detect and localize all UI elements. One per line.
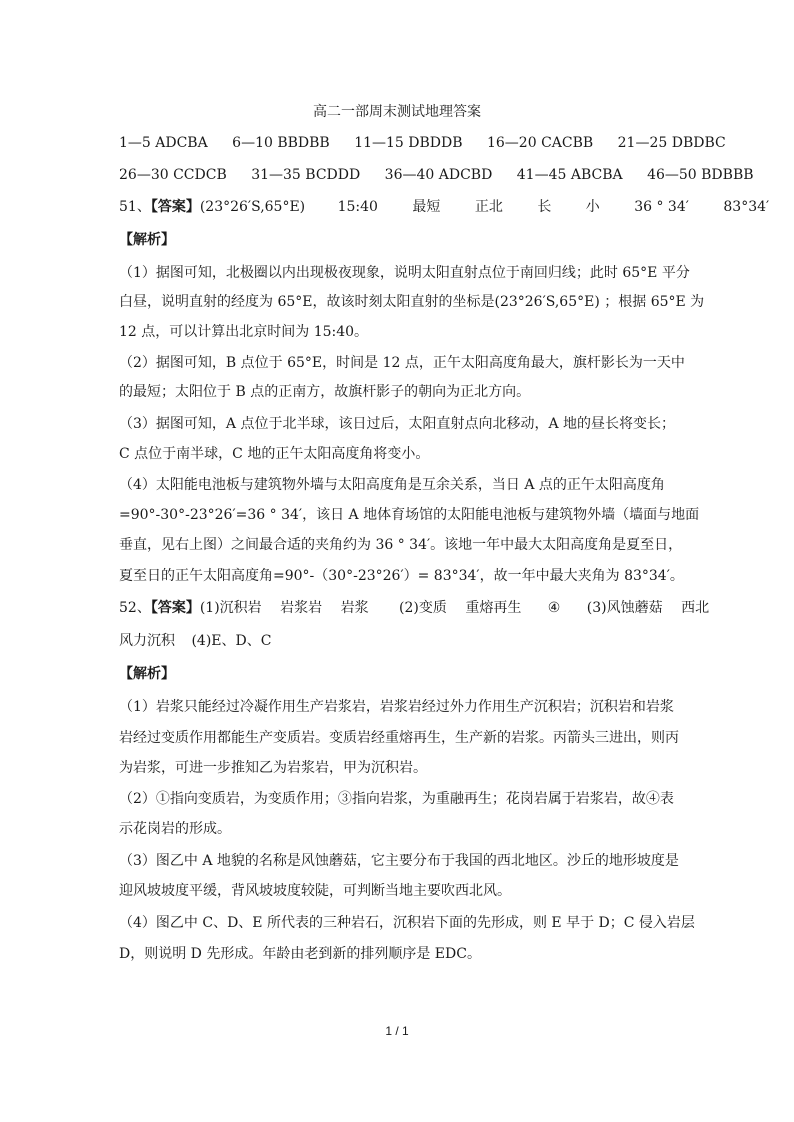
answer-group: 11—15 DBDDB — [354, 135, 463, 151]
q51-answer-4: 正北 — [474, 199, 503, 215]
analysis-line: 为岩浆，可进一步推知乙为岩浆岩，甲为沉积岩。 — [119, 760, 427, 776]
analysis-line: 垂直，见右上图）之间最合适的夹角约为 36 ° 34′。该地一年中最大太阳高度角是夏至日， — [119, 537, 683, 553]
analysis-label: 【解析】 — [119, 666, 175, 682]
answer-group: 21—25 DBDBC — [617, 135, 726, 151]
analysis-line: （2）①指向变质岩，为变质作用；③指向岩浆，为重融再生；花岗岩属于岩浆岩，故④表 — [119, 791, 674, 807]
q51-answer-6: 小 — [585, 199, 600, 215]
analysis-line: 示花岗岩的形成。 — [119, 821, 231, 837]
answer-label: 【答案】 — [150, 199, 200, 215]
analysis-line: （3）图乙中 A 地貌的名称是风蚀蘑菇，它主要分布于我国的西北地区。沙丘的地形坡度是 — [119, 853, 679, 869]
q52-answer-6: ④ — [547, 600, 561, 616]
q52-answer-2: 岩浆岩 — [280, 600, 323, 616]
answer-group: 36—40 ADCBD — [384, 167, 493, 183]
q52-answer-9: 风力沉积 — [119, 633, 175, 649]
q51-answer-8: 83°34′ — [723, 199, 770, 215]
q51-answer-7: 36 ° 34′ — [634, 199, 689, 215]
analysis-line: （1）据图可知，北极圈以内出现极夜现象，说明太阳直射点位于南回归线；此时 65°E 平分 — [119, 265, 690, 281]
q52-answer-10: (4)E、D、C — [191, 633, 272, 649]
q51-answer-2: 15:40 — [337, 199, 378, 215]
answer-group: 6—10 BBDBB — [232, 135, 330, 151]
analysis-line: 迎风坡坡度平缓，背风坡坡度较陡，可判断当地主要吹西北风。 — [119, 883, 511, 899]
answers-row-2 — [119, 166, 754, 184]
analysis-line: 白昼，说明直射的经度为 65°E，故该时刻太阳直射的坐标是(23°26′S,65°E) ；根据 65°E 为 — [119, 294, 705, 310]
q51-answer-5: 长 — [537, 199, 552, 215]
answer-group: 31—35 BCDDD — [251, 167, 361, 183]
answer-group: 1—5 ADCBA — [119, 135, 208, 151]
q52-answer-8: 西北 — [681, 600, 710, 616]
answer-group: 26—30 CCDCB — [119, 167, 227, 183]
q51-answer-3: 最短 — [412, 199, 441, 215]
q52-answer-3: 岩浆 — [340, 600, 369, 616]
analysis-line: =90°-30°-23°26′=36 ° 34′，该日 A 地体育场馆的太阳能电池板与建筑物外墙（墙面与地面 — [119, 507, 700, 523]
analysis-line: C 点位于南半球，C 地的正午太阳高度角将变小。 — [119, 446, 430, 462]
analysis-line: （1）岩浆只能经过冷凝作用生产岩浆岩，岩浆岩经过外力作用生产沉积岩；沉积岩和岩浆 — [119, 699, 674, 715]
answer-label: 【答案】 — [150, 600, 200, 616]
q52-answer-4: (2)变质 — [399, 600, 447, 616]
analysis-line: （2）据图可知，B 点位于 65°E，时间是 12 点，正午太阳高度角最大，旗杆影长为一天中 — [119, 355, 685, 371]
question-number: 52、 — [119, 600, 151, 616]
analysis-line: （4）图乙中 C、D、E 所代表的三种岩石，沉积岩下面的先形成，则 E 早于 D；C 侵入岩层 — [119, 915, 695, 931]
page-number: 1 / 1 — [385, 1024, 409, 1038]
analysis-line: 的最短；太阳位于 B 点的正南方，故旗杆影子的朝向为正北方向。 — [119, 384, 531, 400]
answers-row-1 — [119, 134, 726, 152]
question-number: 51、 — [119, 199, 151, 215]
q52-answer-5: 重熔再生 — [465, 600, 522, 616]
q52-answer-line-2 — [119, 632, 271, 650]
analysis-line: （4）太阳能电池板与建筑物外墙与太阳高度角是互余关系，当日 A 点的正午太阳高度角 — [119, 477, 665, 493]
analysis-line: D，则说明 D 先形成。年龄由老到新的排列顺序是 EDC。 — [119, 946, 481, 962]
analysis-label: 【解析】 — [119, 232, 175, 248]
q52-answer-1: (1)沉积岩 — [199, 600, 262, 616]
analysis-line: 夏至日的正午太阳高度角=90°-（30°-23°26′）= 83°34′，故一年中最大夹角为 83°34′。 — [119, 568, 684, 584]
analysis-line: （3）据图可知，A 点位于北半球，该日过后，太阳直射点向北移动，A 地的昼长将变长； — [119, 416, 676, 432]
q52-answer-line-1 — [119, 599, 709, 617]
analysis-line: 岩经过变质作用都能生产变质岩。变质岩经重熔再生，生产新的岩浆。丙箭头三进出，则丙 — [119, 730, 679, 746]
q51-answer-line — [119, 198, 769, 216]
analysis-line: 12 点，可以计算出北京时间为 15:40。 — [119, 324, 369, 340]
q51-answer-1: (23°26′S,65°E) — [199, 199, 306, 215]
answer-group: 46—50 BDBBB — [647, 167, 754, 183]
answer-group: 41—45 ABCBA — [516, 167, 623, 183]
q52-answer-7: (3)风蚀蘑菇 — [586, 600, 663, 616]
answer-group: 16—20 CACBB — [486, 135, 594, 151]
document-title: 高二一部周末测试地理答案 — [313, 104, 481, 120]
